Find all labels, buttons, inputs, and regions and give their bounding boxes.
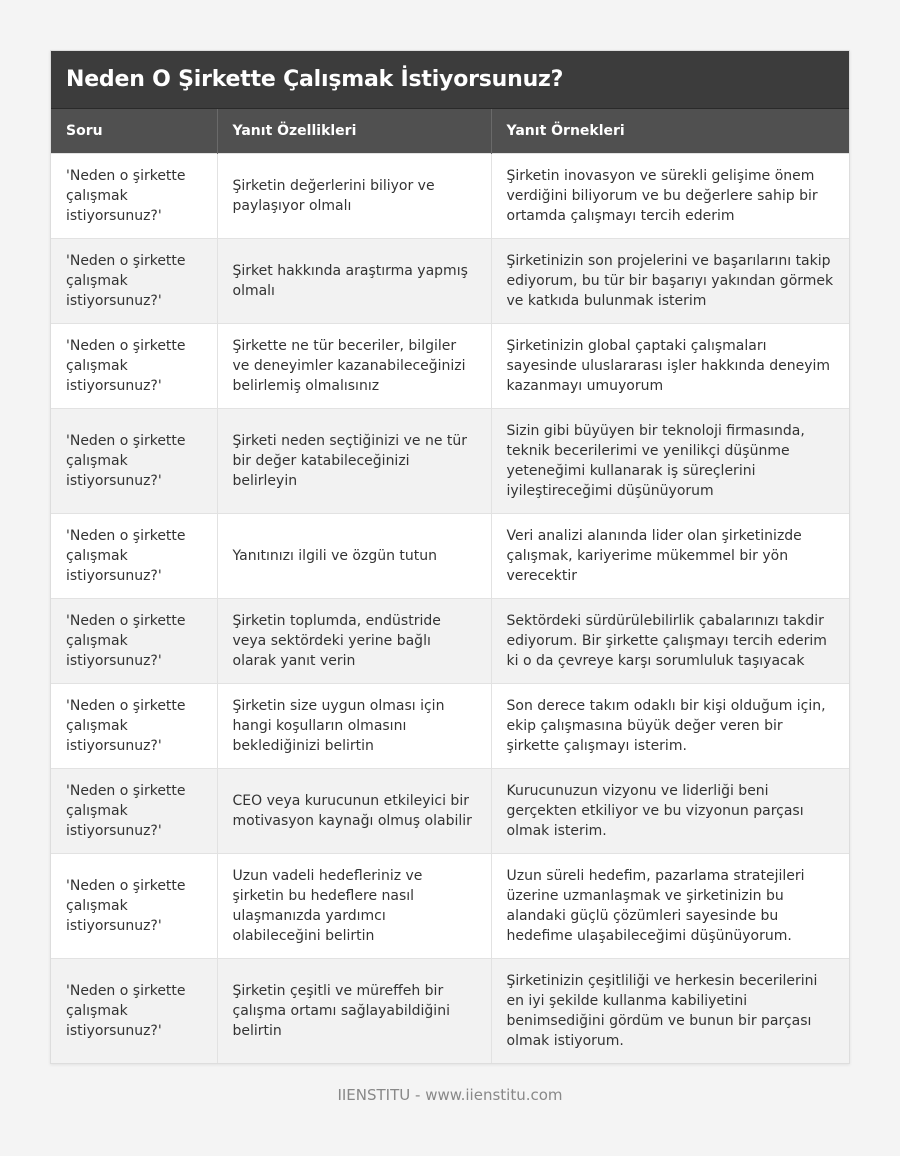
cell-yanit-ozellikleri: CEO veya kurucunun etkileyici bir motivasyon kaynağı olmuş olabilir: [217, 768, 491, 853]
cell-yanit-ozellikleri: Şirketin toplumda, endüstride veya sektördeki yerine bağlı olarak yanıt verin: [217, 598, 491, 683]
cell-yanit-ozellikleri: Şirketi neden seçtiğinizi ve ne tür bir değer katabileceğinizi belirleyin: [217, 408, 491, 513]
cell-yanit-ornekleri: Sizin gibi büyüyen bir teknoloji firmasında, teknik becerilerimi ve yenilikçi düşünme yeteneğimi kullanarak iş süreçlerini iyileştireceğimi düşünüyorum: [491, 408, 849, 513]
table-row: [51, 768, 849, 853]
page-title: Neden O Şirkette Çalışmak İstiyorsunuz?: [66, 67, 564, 92]
cell-soru: 'Neden o şirkette çalışmak istiyorsunuz?': [51, 323, 217, 408]
column-header-soru: Soru: [51, 109, 217, 153]
cell-yanit-ozellikleri: Uzun vadeli hedefleriniz ve şirketin bu hedeflere nasıl ulaşmanızda yardımcı olabileceğini belirtin: [217, 853, 491, 958]
cell-yanit-ornekleri: Şirketinizin global çaptaki çalışmaları sayesinde uluslararası işler hakkında deneyim kazanmayı umuyorum: [491, 323, 849, 408]
table-body: [51, 153, 849, 1063]
cell-yanit-ornekleri: Kurucunuzun vizyonu ve liderliği beni gerçekten etkiliyor ve bu vizyonun parçası olmak isterim.: [491, 768, 849, 853]
cell-yanit-ornekleri: Uzun süreli hedefim, pazarlama stratejileri üzerine uzmanlaşmak ve şirketinizin bu alandaki güçlü çözümleri sayesinde bu hedefime ulaşabileceğimi düşünüyorum.: [491, 853, 849, 958]
cell-yanit-ozellikleri: Şirketin çeşitli ve müreffeh bir çalışma ortamı sağlayabildiğini belirtin: [217, 958, 491, 1063]
footer-credit: IIENSTITU - www.iienstitu.com: [337, 1086, 563, 1104]
content-card: [50, 50, 850, 1064]
table-row: [51, 408, 849, 513]
cell-soru: 'Neden o şirkette çalışmak istiyorsunuz?': [51, 408, 217, 513]
table-row: [51, 598, 849, 683]
cell-soru: 'Neden o şirkette çalışmak istiyorsunuz?': [51, 153, 217, 238]
cell-yanit-ornekleri: Şirketinizin çeşitliliği ve herkesin becerilerini en iyi şekilde kullanma kabiliyetini benimsediğini gördüm ve bunun bir parçası olmak istiyorum.: [491, 958, 849, 1063]
cell-soru: 'Neden o şirkette çalışmak istiyorsunuz?': [51, 853, 217, 958]
cell-yanit-ornekleri: Veri analizi alanında lider olan şirketinizde çalışmak, kariyerime mükemmel bir yön verecektir: [491, 513, 849, 598]
table-row: [51, 853, 849, 958]
cell-yanit-ozellikleri: Yanıtınızı ilgili ve özgün tutun: [217, 513, 491, 598]
cell-yanit-ornekleri: Son derece takım odaklı bir kişi olduğum için, ekip çalışmasına büyük değer veren bir şirkette çalışmayı isterim.: [491, 683, 849, 768]
table-header-row: [51, 109, 849, 153]
table-row: [51, 323, 849, 408]
cell-soru: 'Neden o şirkette çalışmak istiyorsunuz?': [51, 683, 217, 768]
cell-yanit-ozellikleri: Şirketin size uygun olması için hangi koşulların olmasını beklediğinizi belirtin: [217, 683, 491, 768]
cell-yanit-ozellikleri: Şirkette ne tür beceriler, bilgiler ve deneyimler kazanabileceğinizi belirlemiş olmalısınız: [217, 323, 491, 408]
column-header-yanit-ozellikleri: Yanıt Özellikleri: [217, 109, 491, 153]
table-row: [51, 513, 849, 598]
cell-soru: 'Neden o şirkette çalışmak istiyorsunuz?': [51, 513, 217, 598]
cell-yanit-ornekleri: Şirketinizin son projelerini ve başarılarını takip ediyorum, bu tür bir başarıyı yakından görmek ve katkıda bulunmak isterim: [491, 238, 849, 323]
cell-yanit-ozellikleri: Şirket hakkında araştırma yapmış olmalı: [217, 238, 491, 323]
table-row: [51, 683, 849, 768]
qa-table: [51, 109, 849, 1063]
title-bar: [51, 51, 849, 109]
table-row: [51, 153, 849, 238]
cell-soru: 'Neden o şirkette çalışmak istiyorsunuz?': [51, 768, 217, 853]
table-row: [51, 958, 849, 1063]
cell-yanit-ozellikleri: Şirketin değerlerini biliyor ve paylaşıyor olmalı: [217, 153, 491, 238]
cell-yanit-ornekleri: Şirketin inovasyon ve sürekli gelişime önem verdiğini biliyorum ve bu değerlere sahip bir ortamda çalışmayı tercih ederim: [491, 153, 849, 238]
cell-soru: 'Neden o şirkette çalışmak istiyorsunuz?': [51, 598, 217, 683]
cell-soru: 'Neden o şirkette çalışmak istiyorsunuz?': [51, 238, 217, 323]
cell-yanit-ornekleri: Sektördeki sürdürülebilirlik çabalarınızı takdir ediyorum. Bir şirkette çalışmayı tercih ederim ki o da çevreye karşı sorumluluk taşıyacak: [491, 598, 849, 683]
table-row: [51, 238, 849, 323]
cell-soru: 'Neden o şirkette çalışmak istiyorsunuz?': [51, 958, 217, 1063]
column-header-yanit-ornekleri: Yanıt Örnekleri: [491, 109, 849, 153]
